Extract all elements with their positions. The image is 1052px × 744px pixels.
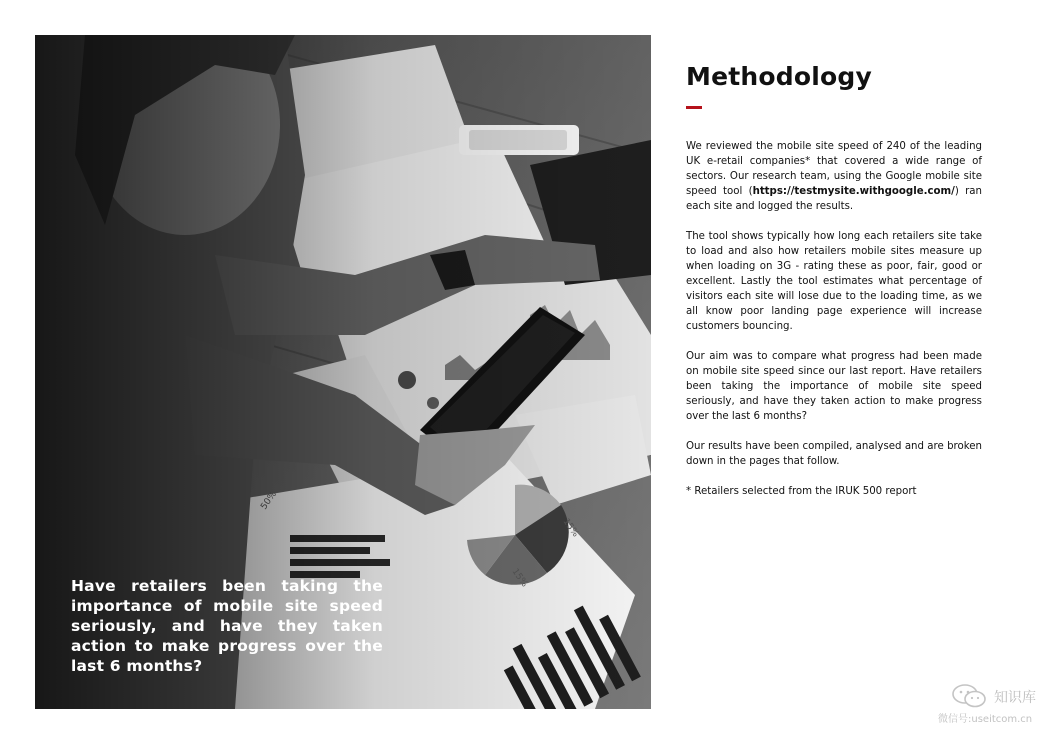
paragraph-1 — [686, 139, 982, 214]
paragraph-1-text: We reviewed the mobile site speed of 240 of the leading UK e-retail companies* that covered a wide range of sectors. Our research team, using the Google mobile site speed tool ( — [686, 141, 982, 197]
paragraph-1-end: ) ran each site and logged the results. — [686, 186, 982, 212]
watermark — [938, 684, 1046, 724]
page-title: Methodology — [686, 62, 872, 91]
paragraph-3: Our aim was to compare what progress had been made on mobile site speed since our last report. Have retailers been taking the importance of mobile site speed seriously, and have they taken action to make progress over the last 6 months? — [686, 351, 982, 422]
tool-url: https://testmysite.withgoogle.com/ — [752, 186, 955, 197]
title-accent-rule — [686, 106, 702, 109]
photo-caption: Have retailers been taking the importance of mobile site speed seriously, and have they taken action to make progress over the last 6 months? — [71, 577, 383, 675]
footnote: * Retailers selected from the IRUK 500 report — [686, 486, 917, 497]
watermark-account: 微信号:useitcom.cn — [938, 714, 1033, 725]
watermark-brand: 知识库 — [994, 690, 1036, 706]
paragraph-2: The tool shows typically how long each retailers site take to load and also how retailers mobile sites measure up when loading on 3G - rating these as poor, fair, good or excellent. Lastly the tool estimates what percentage of visitors each site will lose due to the loading time, as we all know poor landing page experience will increase customers bouncing. — [686, 231, 982, 332]
methodology-body — [686, 139, 982, 514]
hero-photo — [35, 35, 651, 709]
paragraph-4: Our results have been compiled, analysed and are broken down in the pages that follow. — [686, 441, 982, 467]
wechat-icon — [952, 684, 988, 708]
